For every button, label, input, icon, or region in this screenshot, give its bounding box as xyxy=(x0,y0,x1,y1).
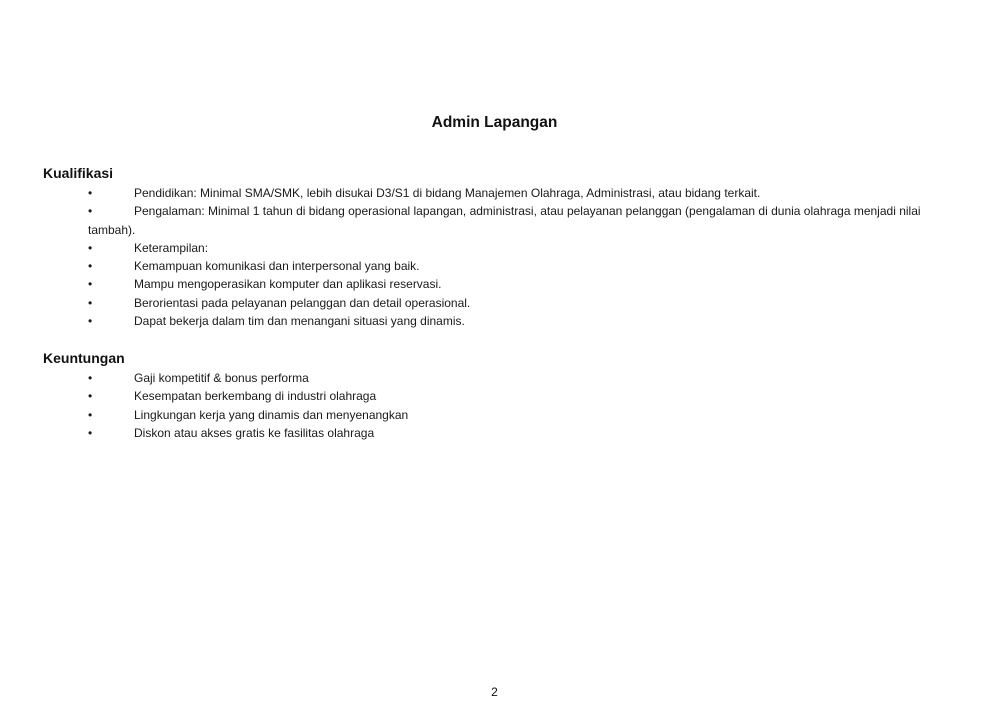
list-item xyxy=(88,424,948,442)
bullet-icon: • xyxy=(88,295,93,310)
list-item-text: Kesempatan berkembang di industri olahraga xyxy=(134,389,377,404)
list-item xyxy=(88,312,948,330)
list-item xyxy=(88,294,948,312)
keuntungan-list xyxy=(88,369,948,442)
section-heading-keuntungan: Keuntungan xyxy=(43,350,125,366)
list-item xyxy=(88,275,948,293)
list-item xyxy=(88,369,948,387)
list-item-text: Gaji kompetitif & bonus performa xyxy=(134,371,309,385)
page-number: 2 xyxy=(491,685,498,699)
list-item xyxy=(88,406,948,424)
list-item-text: Lingkungan kerja yang dinamis dan menyenangkan xyxy=(134,407,409,422)
bullet-icon: • xyxy=(88,204,93,219)
bullet-icon: • xyxy=(88,259,93,274)
bullet-icon: • xyxy=(88,407,93,422)
list-item-text: Kemampuan komunikasi dan interpersonal yang baik. xyxy=(134,259,420,274)
list-item-text: Mampu mengoperasikan komputer dan aplikasi reservasi. xyxy=(134,277,442,292)
bullet-icon: • xyxy=(88,240,93,255)
list-item-text: Pendidikan: Minimal SMA/SMK, lebih disukai D3/S1 di bidang Manajemen Olahraga, Administrasi, atau bidang terkait. xyxy=(134,186,761,200)
bullet-icon: • xyxy=(88,425,93,440)
bullet-icon: • xyxy=(88,389,93,404)
kualifikasi-list xyxy=(88,184,948,330)
page-title: Admin Lapangan xyxy=(431,114,558,131)
list-item-text: Diskon atau akses gratis ke fasilitas olahraga xyxy=(134,425,375,440)
bullet-icon: • xyxy=(88,314,93,329)
bullet-icon: • xyxy=(88,371,93,385)
list-item-text: Berorientasi pada pelayanan pelanggan dan detail operasional. xyxy=(134,295,471,310)
section-heading-kualifikasi: Kualifikasi xyxy=(43,165,114,181)
list-item xyxy=(88,184,948,202)
list-item-text: Dapat bekerja dalam tim dan menangani situasi yang dinamis. xyxy=(134,314,465,329)
list-item xyxy=(88,202,948,239)
bullet-icon: • xyxy=(88,277,93,292)
list-item xyxy=(88,257,948,275)
list-item-text: Pengalaman: Minimal 1 tahun di bidang operasional lapangan, administrasi, atau pelayanan pelanggan (pengalaman di dunia olahraga menjadi nilai tambah). xyxy=(88,204,921,237)
bullet-icon: • xyxy=(88,186,93,200)
list-item xyxy=(88,239,948,257)
list-item-text: Keterampilan: xyxy=(134,240,209,255)
list-item xyxy=(88,387,948,405)
